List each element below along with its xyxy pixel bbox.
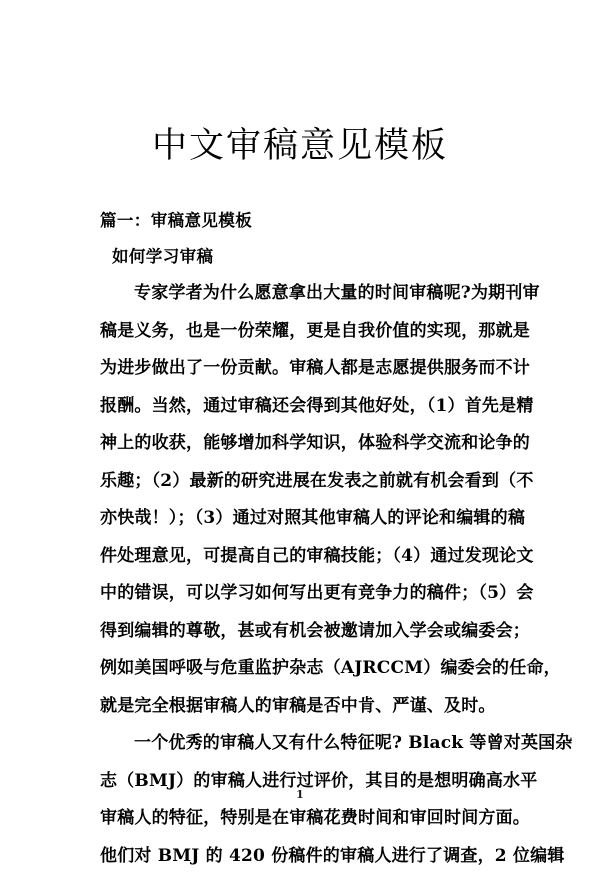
- page-title: 中文审稿意见模板: [0, 122, 600, 170]
- paragraph-line: 他们对 BMJ 的 420 份稿件的审稿人进行了调查，2 位编辑: [100, 838, 504, 875]
- paragraph-line: 一个优秀的审稿人又有什么特征呢? Black 等曾对英国杂: [100, 725, 504, 763]
- paragraph-line: 专家学者为什么愿意拿出大量的时间审稿呢?为期刊审: [100, 275, 504, 313]
- section-heading-how-to-learn-review: 如何学习审稿: [100, 239, 504, 275]
- paragraph-line: 神上的收获，能够增加科学知识，体验科学交流和论争的: [100, 425, 504, 463]
- paragraph-line: 件处理意见，可提高自己的审稿技能；（4）通过发现论文: [100, 538, 504, 576]
- paragraph-line: 乐趣；（2）最新的研究进展在发表之前就有机会看到（不: [100, 463, 504, 501]
- paragraph-1: [100, 275, 504, 725]
- paragraph-line: 中的错误，可以学习如何写出更有竞争力的稿件；（5）会: [100, 575, 504, 613]
- paragraph-line: 报酬。当然，通过审稿还会得到其他好处，（1）首先是精: [100, 388, 504, 426]
- paragraph-line: 审稿人的特征，特别是在审稿花费时间和审回时间方面。: [100, 800, 504, 838]
- paragraph-line: 就是完全根据审稿人的审稿是否中肯、严谨、及时。: [100, 688, 504, 726]
- paragraph-line: 例如美国呼吸与危重监护杂志（AJRCCM）编委会的任命，: [100, 650, 504, 688]
- document-body: [100, 203, 504, 875]
- paragraph-line: 得到编辑的尊敬，甚或有机会被邀请加入学会或编委会；: [100, 613, 504, 651]
- paragraph-line: 稿是义务，也是一份荣耀，更是自我价值的实现，那就是: [100, 313, 504, 351]
- paragraph-line: 亦快哉！）；（3）通过对照其他审稿人的评论和编辑的稿: [100, 500, 504, 538]
- paragraph-line: 志（BMJ）的审稿人进行过评价，其目的是想明确高水平: [100, 763, 504, 801]
- section-heading-pian-yi: 篇一：审稿意见模板: [100, 203, 504, 239]
- paragraph-line: 为进步做出了一份贡献。审稿人都是志愿提供服务而不计: [100, 350, 504, 388]
- page-number: 1: [0, 788, 600, 802]
